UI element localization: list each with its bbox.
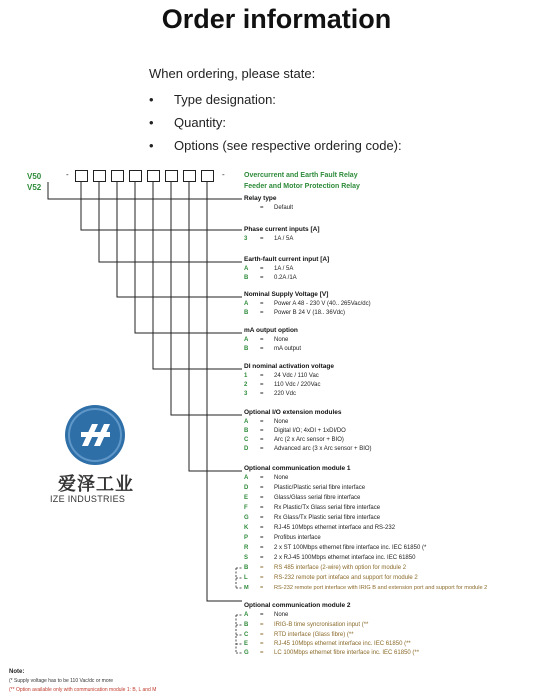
option-row: R = 2 x ST 100Mbps ethernet fibre interface inc. IEC 61850 (*	[244, 545, 427, 551]
option-row: 3 = 220 Vdc	[244, 391, 297, 397]
intro-text: When ordering, please state:	[149, 66, 316, 81]
note-option-availability: (** Option available only with communication module 1: B, L and M	[9, 687, 157, 693]
option-row: D = Plastic/Plastic serial fibre interface	[244, 485, 366, 491]
page-title: Order information	[161, 4, 392, 34]
option-row: E = Glass/Glass serial fibre interface	[244, 495, 361, 501]
option-row: D = Advanced arc (3 x Arc sensor + BIO)	[244, 446, 372, 452]
ize-logo-icon	[64, 404, 126, 466]
option-row: F = Rx Plastic/Tx Glass serial fibre interface	[244, 505, 381, 511]
section-title-io-extension: Optional I/O extension modules	[244, 409, 342, 416]
logo-english-text: IZE INDUSTRIES	[50, 494, 126, 504]
option-row: C = RTD interface (Glass fibre) (**	[244, 632, 354, 638]
option-row: L = RS-232 remote port inteface and support for module 2	[244, 575, 418, 581]
v50-description: Overcurrent and Earth Fault Relay	[244, 172, 358, 179]
v52-description: Feeder and Motor Protection Relay	[244, 183, 360, 190]
option-row: = Default	[260, 205, 294, 211]
bullet-item: • Type designation:	[149, 92, 276, 107]
option-row: A = None	[244, 419, 289, 425]
section-title-relay-type: Relay type	[244, 195, 277, 202]
option-row: C = Arc (2 x Arc sensor + BIO)	[244, 437, 344, 443]
section-title-earth-fault: Earth-fault current input [A]	[244, 256, 330, 263]
option-row: 2 = 110 Vdc / 220Vac	[244, 382, 321, 388]
option-row: K = RJ-45 10Mbps ethernet interface and RS-232	[244, 525, 396, 531]
bullet-icon: •	[149, 115, 154, 130]
code-v50: V50	[27, 172, 42, 181]
option-row: P = Profibus interface	[244, 535, 321, 541]
note-title: Note:	[9, 669, 25, 675]
section-title-ma-output: mA output option	[244, 327, 298, 334]
logo-chinese-text: 爱泽工业	[58, 474, 134, 494]
option-row: 3 = 1A / 5A	[244, 236, 294, 242]
option-row: B = Digital I/O; 4xDI + 1xDI/DO	[244, 428, 346, 434]
option-row: B = mA output	[244, 346, 302, 352]
option-row: G = Rx Glass/Tx Plastic serial fibre interface	[244, 515, 381, 521]
option-row: B = Power B 24 V (18.. 36Vdc)	[244, 310, 346, 316]
option-row: A = Power A 48 - 230 V (40.. 265Vac/dc)	[244, 301, 371, 307]
option-row: 1 = 24 Vdc / 110 Vac	[244, 373, 319, 379]
section-title-di-voltage: DI nominal activation voltage	[244, 363, 334, 370]
bullet-item: • Options (see respective ordering code):	[149, 138, 402, 153]
option-row: E = RJ-45 10Mbps ethernet interface inc. IEC 61850 (**	[244, 641, 411, 647]
option-row: A = None	[244, 337, 289, 343]
bullet-icon: •	[149, 92, 154, 107]
bullet-icon: •	[149, 138, 154, 153]
code-v52: V52	[27, 183, 42, 192]
option-row: B = 0.2A /1A	[244, 275, 297, 281]
section-title-comm-module-1: Optional communication module 1	[244, 465, 351, 472]
code-dash: -	[222, 170, 225, 179]
option-row: B = RS 485 interface (2-wire) with option for module 2	[244, 565, 407, 571]
section-title-phase-current: Phase current inputs [A]	[244, 226, 320, 233]
option-row: A = None	[244, 612, 289, 618]
option-row: G = LC 100Mbps ethernet fibre interface inc. IEC 61850 (**	[244, 650, 420, 656]
code-dash: -	[66, 170, 69, 179]
option-row: M = RS-232 remote port interface with IRIG B and extension port and support for module 2	[244, 585, 488, 591]
note-supply-voltage: (* Supply voltage has to be 110 Vac/dc or more	[9, 678, 114, 684]
option-row: B = IRIG-B time syncronisation input (**	[244, 622, 369, 628]
option-row: A = 1A / 5A	[244, 266, 294, 272]
bullet-item: • Quantity:	[149, 115, 227, 130]
section-title-supply-voltage: Nominal Supply Voltage [V]	[244, 291, 329, 298]
option-row: S = 2 x RJ-45 100Mbps ethernet interface inc. IEC 61850	[244, 555, 416, 561]
option-row: A = None	[244, 475, 289, 481]
section-title-comm-module-2: Optional communication module 2	[244, 602, 351, 609]
